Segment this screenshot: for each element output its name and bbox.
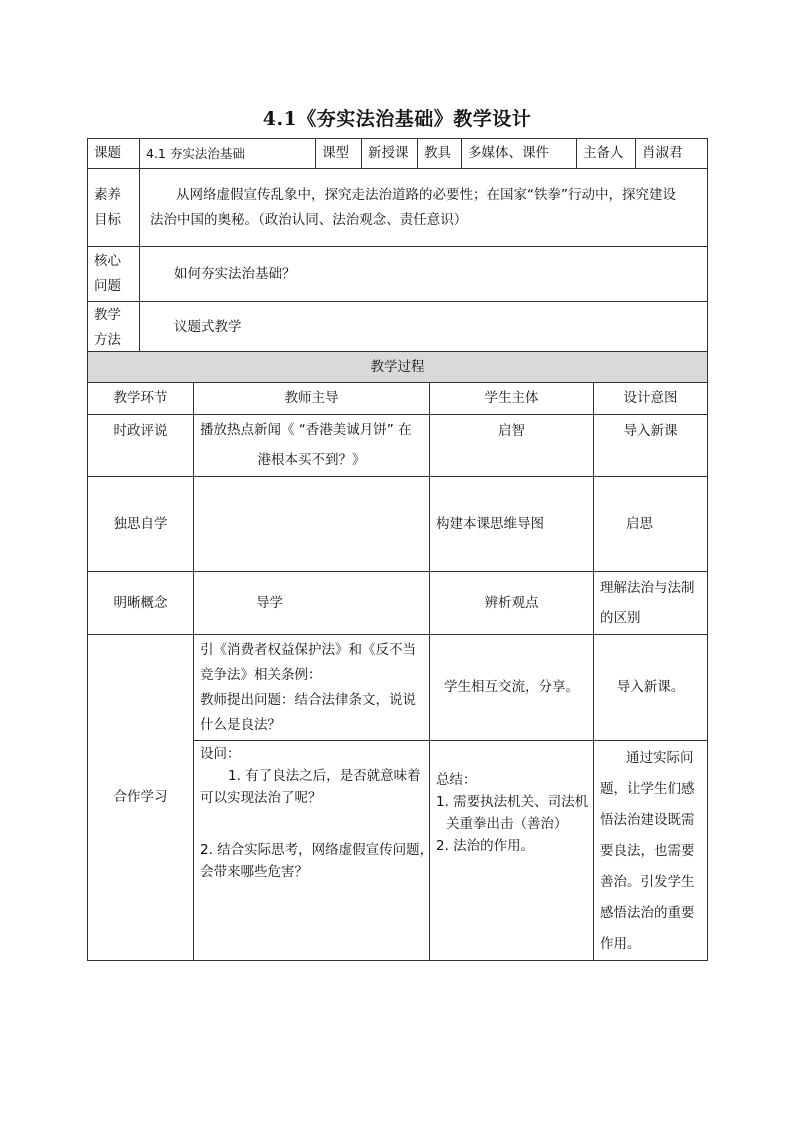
column-header-stage: 教学环节	[88, 383, 194, 415]
document-title: 4.1《夯实法治基础》教学设计	[262, 108, 532, 130]
intent-line: 通过实际问	[626, 750, 694, 766]
teacher-line: 竞争法》相关条例：	[200, 666, 322, 683]
column-header-intent: 设计意图	[594, 383, 708, 415]
teacher-line: 2. 结合实际思考，网络虚假宣传问题，	[200, 842, 434, 858]
student-cell: 学生相互交流，分享。	[430, 635, 594, 741]
student-cell: 启智	[430, 415, 594, 477]
process-table	[87, 351, 708, 961]
teacher-line: 设问：	[200, 746, 241, 762]
preparer-value: 肖淑君	[636, 139, 708, 169]
table-row	[88, 635, 708, 741]
column-header-student: 学生主体	[430, 383, 594, 415]
teacher-cell	[194, 741, 434, 961]
student-line: 总结：	[436, 772, 477, 788]
student-line: 2. 法治的作用。	[436, 838, 535, 854]
topic-label: 课题	[88, 139, 140, 169]
goal-content-line-2: 法治中国的奥秘。（政治认同、法治观念、责任意识）	[150, 211, 468, 228]
teacher-cell	[194, 415, 430, 477]
core-question-label-line-2: 问题	[94, 278, 121, 294]
stage-cell: 独思自学	[88, 477, 194, 572]
teacher-line: 教师提出问题：结合法律条文，说说	[200, 691, 416, 708]
method-label	[88, 302, 140, 354]
core-question-label-line-1: 核心	[94, 253, 121, 269]
goal-content	[140, 169, 708, 247]
student-cell: 辨析观点	[430, 572, 594, 635]
tools-label: 教具	[418, 139, 462, 169]
intent-cell: 启思	[594, 477, 708, 572]
intent-cell: 导入新课。	[594, 635, 708, 741]
type-label: 课型	[316, 139, 362, 169]
intent-line: 善治。引发学生	[600, 874, 695, 890]
tools-value: 多媒体、课件	[462, 139, 577, 169]
intent-line: 的区别	[600, 610, 641, 626]
intent-line: 理解法治与法制	[600, 580, 695, 596]
topic-value: 4.1 夯实法治基础	[140, 139, 316, 169]
goal-label	[88, 169, 140, 247]
stage-cell: 时政评说	[88, 415, 194, 477]
intent-line: 感悟法治的重要	[600, 905, 695, 921]
table-row	[88, 572, 708, 635]
table-row	[88, 477, 708, 572]
method-label-line-2: 方法	[94, 331, 121, 348]
preparer-label: 主备人	[577, 139, 636, 169]
teacher-line: 可以实现法治了呢？	[200, 790, 322, 806]
intent-line: 要良法，也需要	[600, 843, 695, 859]
method-label-line-1: 教学	[94, 306, 121, 323]
process-heading: 教学过程	[88, 352, 708, 383]
teacher-line: 1. 有了良法之后，是否就意味着	[228, 768, 421, 784]
stage-cell: 明晰概念	[88, 572, 194, 635]
intent-line: 题，让学生们感	[600, 781, 695, 797]
student-cell: 构建本课思维导图	[430, 477, 594, 572]
teacher-cell	[194, 635, 430, 741]
student-cell	[430, 741, 594, 961]
student-line: 1. 需要执法机关、司法机	[436, 794, 589, 810]
info-table	[87, 138, 708, 354]
table-row	[88, 415, 708, 477]
intent-cell: 导入新课	[594, 415, 708, 477]
intent-cell	[594, 572, 708, 635]
goal-label-line-2: 目标	[94, 211, 121, 228]
goal-content-line-1: 从网络虚假宣传乱象中，探究走法治道路的必要性；在国家“铁拳”行动中，探究建设	[176, 186, 676, 203]
stage-cell: 合作学习	[88, 635, 194, 961]
teacher-line: 会带来哪些危害？	[200, 864, 308, 880]
teacher-line: 什么是良法？	[200, 716, 281, 733]
teacher-line: 播放热点新闻《 “香港美诚月饼” 在	[200, 422, 412, 438]
core-question-content: 如何夯实法治基础？	[140, 247, 708, 302]
type-value: 新授课	[362, 139, 418, 169]
intent-cell	[594, 741, 708, 961]
teacher-line: 引《消费者权益保护法》和《反不当	[200, 641, 416, 658]
teacher-line: 港根本买不到？》	[257, 452, 366, 468]
intent-line: 作用。	[600, 936, 641, 952]
goal-label-line-1: 素养	[94, 186, 121, 203]
column-header-teacher: 教师主导	[194, 383, 430, 415]
teacher-cell: 导学	[194, 572, 430, 635]
core-question-label	[88, 247, 140, 302]
student-line: 关重拳出击（善治）	[446, 816, 568, 832]
teacher-cell	[194, 477, 430, 572]
intent-line: 悟法治建设既需	[600, 812, 695, 828]
method-content: 议题式教学	[140, 302, 708, 354]
